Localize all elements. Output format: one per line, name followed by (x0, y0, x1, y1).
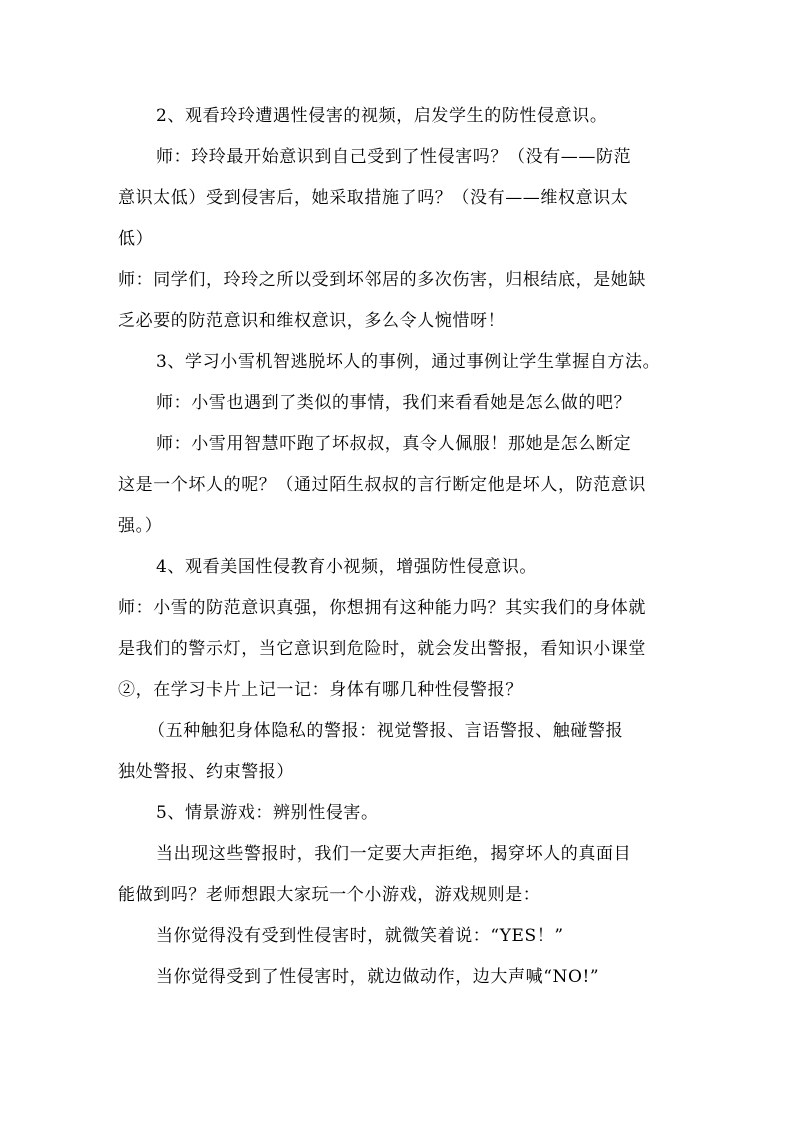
paragraph-line: （五种触犯身体隐私的警报：视觉警报、言语警报、触碰警报 (148, 721, 624, 741)
section-heading-2: 2、观看玲玲遭遇性侵害的视频，启发学生的防性侵意识。 (156, 106, 608, 126)
paragraph-line: 这是一个坏人的呢？（通过陌生叔叔的言行断定他是坏人，防范意识 (118, 475, 646, 495)
paragraph-line: 强。） (118, 516, 163, 536)
paragraph-line: 乏必要的防范意识和维权意识，多么令人惋惜呀！ (118, 311, 506, 331)
section-heading-4: 4、观看美国性侵教育小视频，增强防性侵意识。 (156, 557, 538, 577)
paragraph-line: ②，在学习卡片上记一记：身体有哪几种性侵警报？ (118, 680, 523, 700)
section-heading-3: 3、学习小雪机智逃脱坏人的事例，通过事例让学生掌握自方法。 (156, 352, 661, 372)
paragraph-line: 能做到吗？老师想跟大家玩一个小游戏，游戏规则是： (118, 885, 541, 905)
paragraph-line: 意识太低）受到侵害后，她采取措施了吗？（没有——维权意识太 (118, 188, 629, 208)
paragraph-line: 师：同学们，玲玲之所以受到坏邻居的多次伤害，归根结底，是她缺 (118, 270, 646, 290)
section-heading-5: 5、情景游戏：辨别性侵害。 (156, 803, 379, 823)
document-body (118, 96, 678, 998)
paragraph-line: 独处警报、约束警报） (118, 762, 294, 782)
paragraph-line: 师：小雪用智慧吓跑了坏叔叔，真令人佩服！那她是怎么断定 (156, 434, 632, 454)
paragraph-line: 当你觉得没有受到性侵害时，就微笑着说：“YES！” (156, 926, 564, 946)
paragraph-line: 师：玲玲最开始意识到自己受到了性侵害吗？（没有——防范 (156, 147, 632, 167)
paragraph-line: 师：小雪也遇到了类似的事情，我们来看看她是怎么做的吧？ (156, 393, 632, 413)
paragraph-line: 低） (118, 229, 154, 249)
paragraph-line: 是我们的警示灯，当它意识到危险时，就会发出警报，看知识小课堂 (118, 639, 646, 659)
paragraph-line: 当出现这些警报时，我们一定要大声拒绝，揭穿坏人的真面目 (156, 844, 632, 864)
paragraph-line: 当你觉得受到了性侵害时，就边做动作，边大声喊“NO!” (156, 967, 600, 987)
paragraph-line: 师：小雪的防范意识真强，你想拥有这种能力吗？其实我们的身体就 (118, 598, 646, 618)
